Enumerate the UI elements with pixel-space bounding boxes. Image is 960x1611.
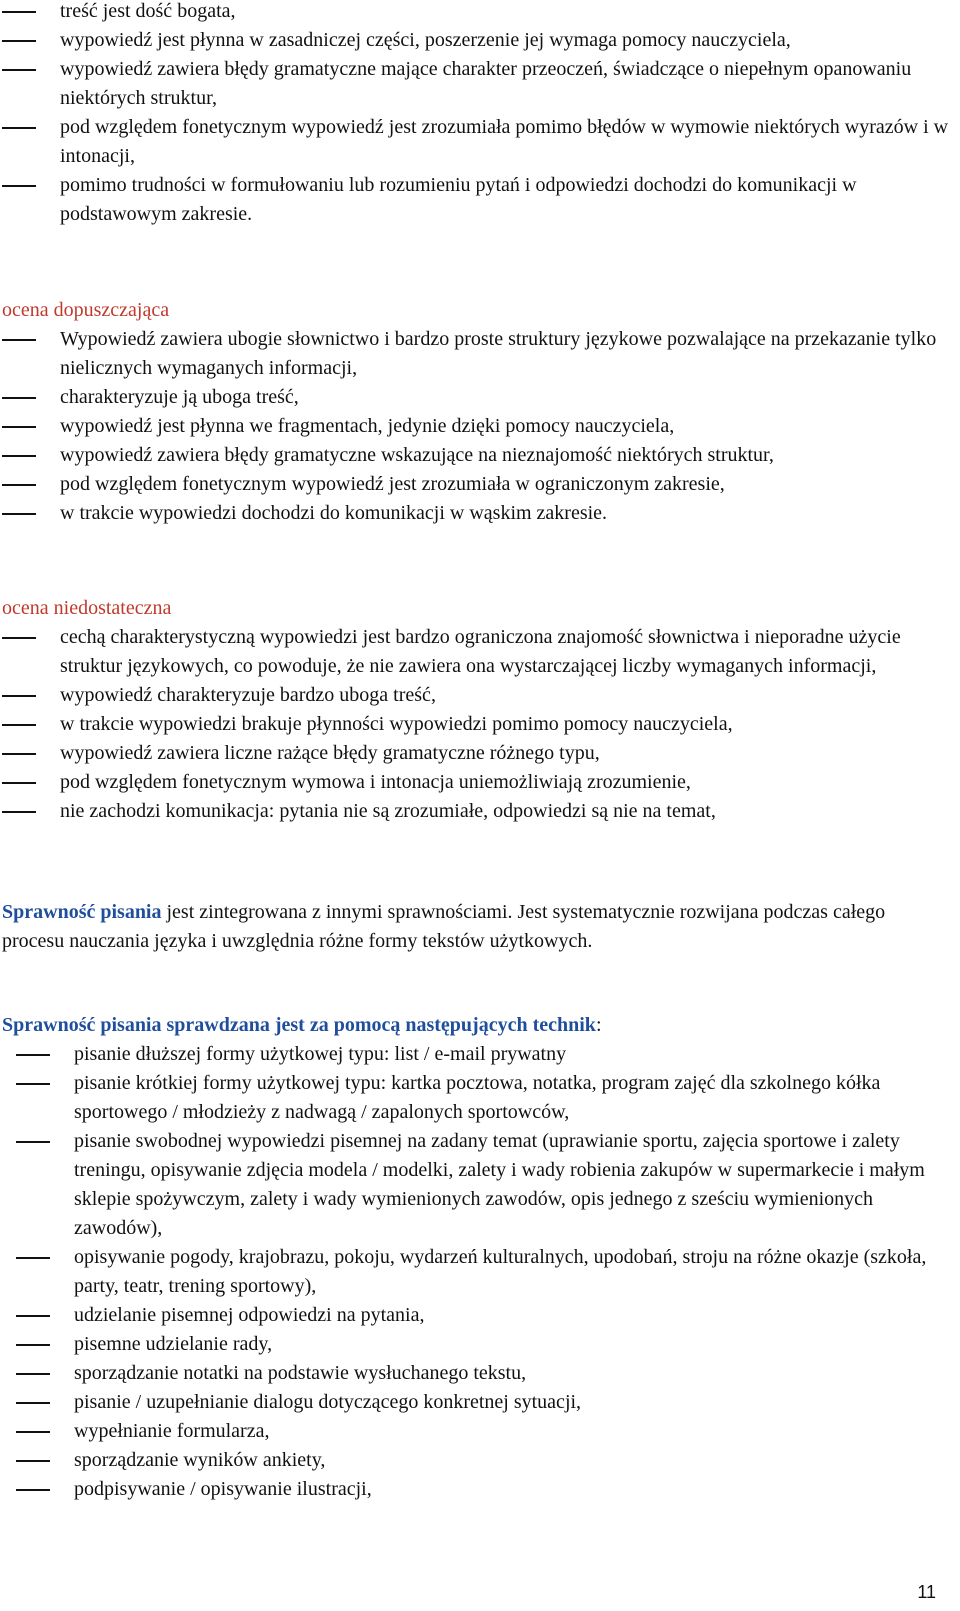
list-item: charakteryzuje ją uboga treść, [60,386,299,408]
section-dopuszczajaca [0,296,960,528]
niedostateczna-list [0,623,960,826]
section-heading-niedostateczna: ocena niedostateczna [2,597,172,619]
top-criteria-list-block [0,0,960,229]
pisanie-intro-paragraph [0,898,960,956]
list-item: pomimo trudności w formułowaniu lub rozumieniu pytań i odpowiedzi dochodzi do komunikacji w podstawowym zakresie. [60,174,857,225]
list-item: sporządzanie notatki na podstawie wysłuchanego tekstu, [74,1362,527,1384]
list-item: pisemne udzielanie rady, [74,1333,273,1355]
page-number: 11 [917,1582,936,1602]
list-item: wypowiedź zawiera błędy gramatyczne mające charakter przeoczeń, świadczące o niepełnym opanowaniu niektórych struktur, [60,58,912,109]
list-item: wypowiedź zawiera błędy gramatyczne wskazujące na nieznajomość niektórych struktur, [60,444,774,466]
list-item: pisanie dłuższej formy użytkowej typu: list / e-mail prywatny [74,1043,567,1065]
list-item: pod względem fonetycznym wypowiedź jest zrozumiała pomimo błędów w wymowie niektórych wyrazów i w intonacji, [60,116,949,167]
section-heading-dopuszczajaca: ocena dopuszczająca [2,299,170,321]
list-item: pod względem fonetycznym wypowiedź jest zrozumiała w ograniczonym zakresie, [60,473,725,495]
list-item: pisanie / uzupełnianie dialogu dotyczącego konkretnej sytuacji, [74,1391,582,1413]
list-item: podpisywanie / opisywanie ilustracji, [74,1478,372,1500]
top-criteria-list [0,0,960,229]
list-item: wypowiedź charakteryzuje bardzo uboga treść, [60,684,436,706]
pisanie-intro-lead: Sprawność pisania [2,901,162,923]
list-item: w trakcie wypowiedzi dochodzi do komunikacji w wąskim zakresie. [60,502,608,524]
list-item: wypełnianie formularza, [74,1420,270,1442]
pisanie-techniques-heading [0,1011,960,1040]
list-item: opisywanie pogody, krajobrazu, pokoju, wydarzeń kulturalnych, upodobań, stroju na różne okazje (szkoła, party, teatr, trening sportowy), [74,1246,927,1297]
list-item: wypowiedź zawiera liczne rażące błędy gramatyczne różnego typu, [60,742,600,764]
section-niedostateczna [0,594,960,826]
list-item: pisanie swobodnej wypowiedzi pisemnej na zadany temat (uprawianie sportu, zajęcia sportowe i zalety treningu, opisywanie zdjęcia modela / modelki, zalety i wady robienia zakupów w supermarkecie i małym sklepie spożywczym, zalety i wady wymienionych zawodów, opis jednego z sześciu wymienionych zawodów), [74,1130,925,1239]
list-item: treść jest dość bogata, [60,0,236,22]
list-item: nie zachodzi komunikacja: pytania nie są zrozumiałe, odpowiedzi są nie na temat, [60,800,716,822]
list-item: sporządzanie wyników ankiety, [74,1449,326,1471]
section-pisanie-techniques [0,1011,960,1504]
pisanie-intro-text: jest zintegrowana z innymi sprawnościami. Jest systematycznie rozwijana podczas całego procesu nauczania języka i uwzględnia różne formy tekstów użytkowych. [2,901,886,952]
list-item: w trakcie wypowiedzi brakuje płynności wypowiedzi pomimo pomocy nauczyciela, [60,713,733,735]
dopuszczajaca-list [0,325,960,528]
list-item: wypowiedź jest płynna we fragmentach, jedynie dzięki pomocy nauczyciela, [60,415,675,437]
list-item: udzielanie pisemnej odpowiedzi na pytania, [74,1304,425,1326]
list-item: pod względem fonetycznym wymowa i intonacja uniemożliwiają zrozumienie, [60,771,691,793]
pisanie-techniques-list [0,1040,960,1504]
pisanie-techniques-heading-tail: : [595,1014,602,1036]
list-item: Wypowiedź zawiera ubogie słownictwo i bardzo proste struktury językowe pozwalające na przekazanie tylko nielicznych wymaganych informacji, [60,328,937,379]
pisanie-techniques-heading-bold: Sprawność pisania sprawdzana jest za pomocą następujących technik [2,1014,596,1036]
list-item: cechą charakterystyczną wypowiedzi jest bardzo ograniczona znajomość słownictwa i nieporadne użycie struktur językowych, co powoduje, że nie zawiera ona wystarczającej liczby wymaganych informacji, [60,626,901,677]
list-item: pisanie krótkiej formy użytkowej typu: kartka pocztowa, notatka, program zajęć dla szkolnego kółka sportowego / młodzieży z nadwagą / zapalonych sportowców, [74,1072,881,1123]
section-pisanie-intro [0,898,960,956]
list-item: wypowiedź jest płynna w zasadniczej części, poszerzenie jej wymaga pomocy nauczyciela, [60,29,791,51]
